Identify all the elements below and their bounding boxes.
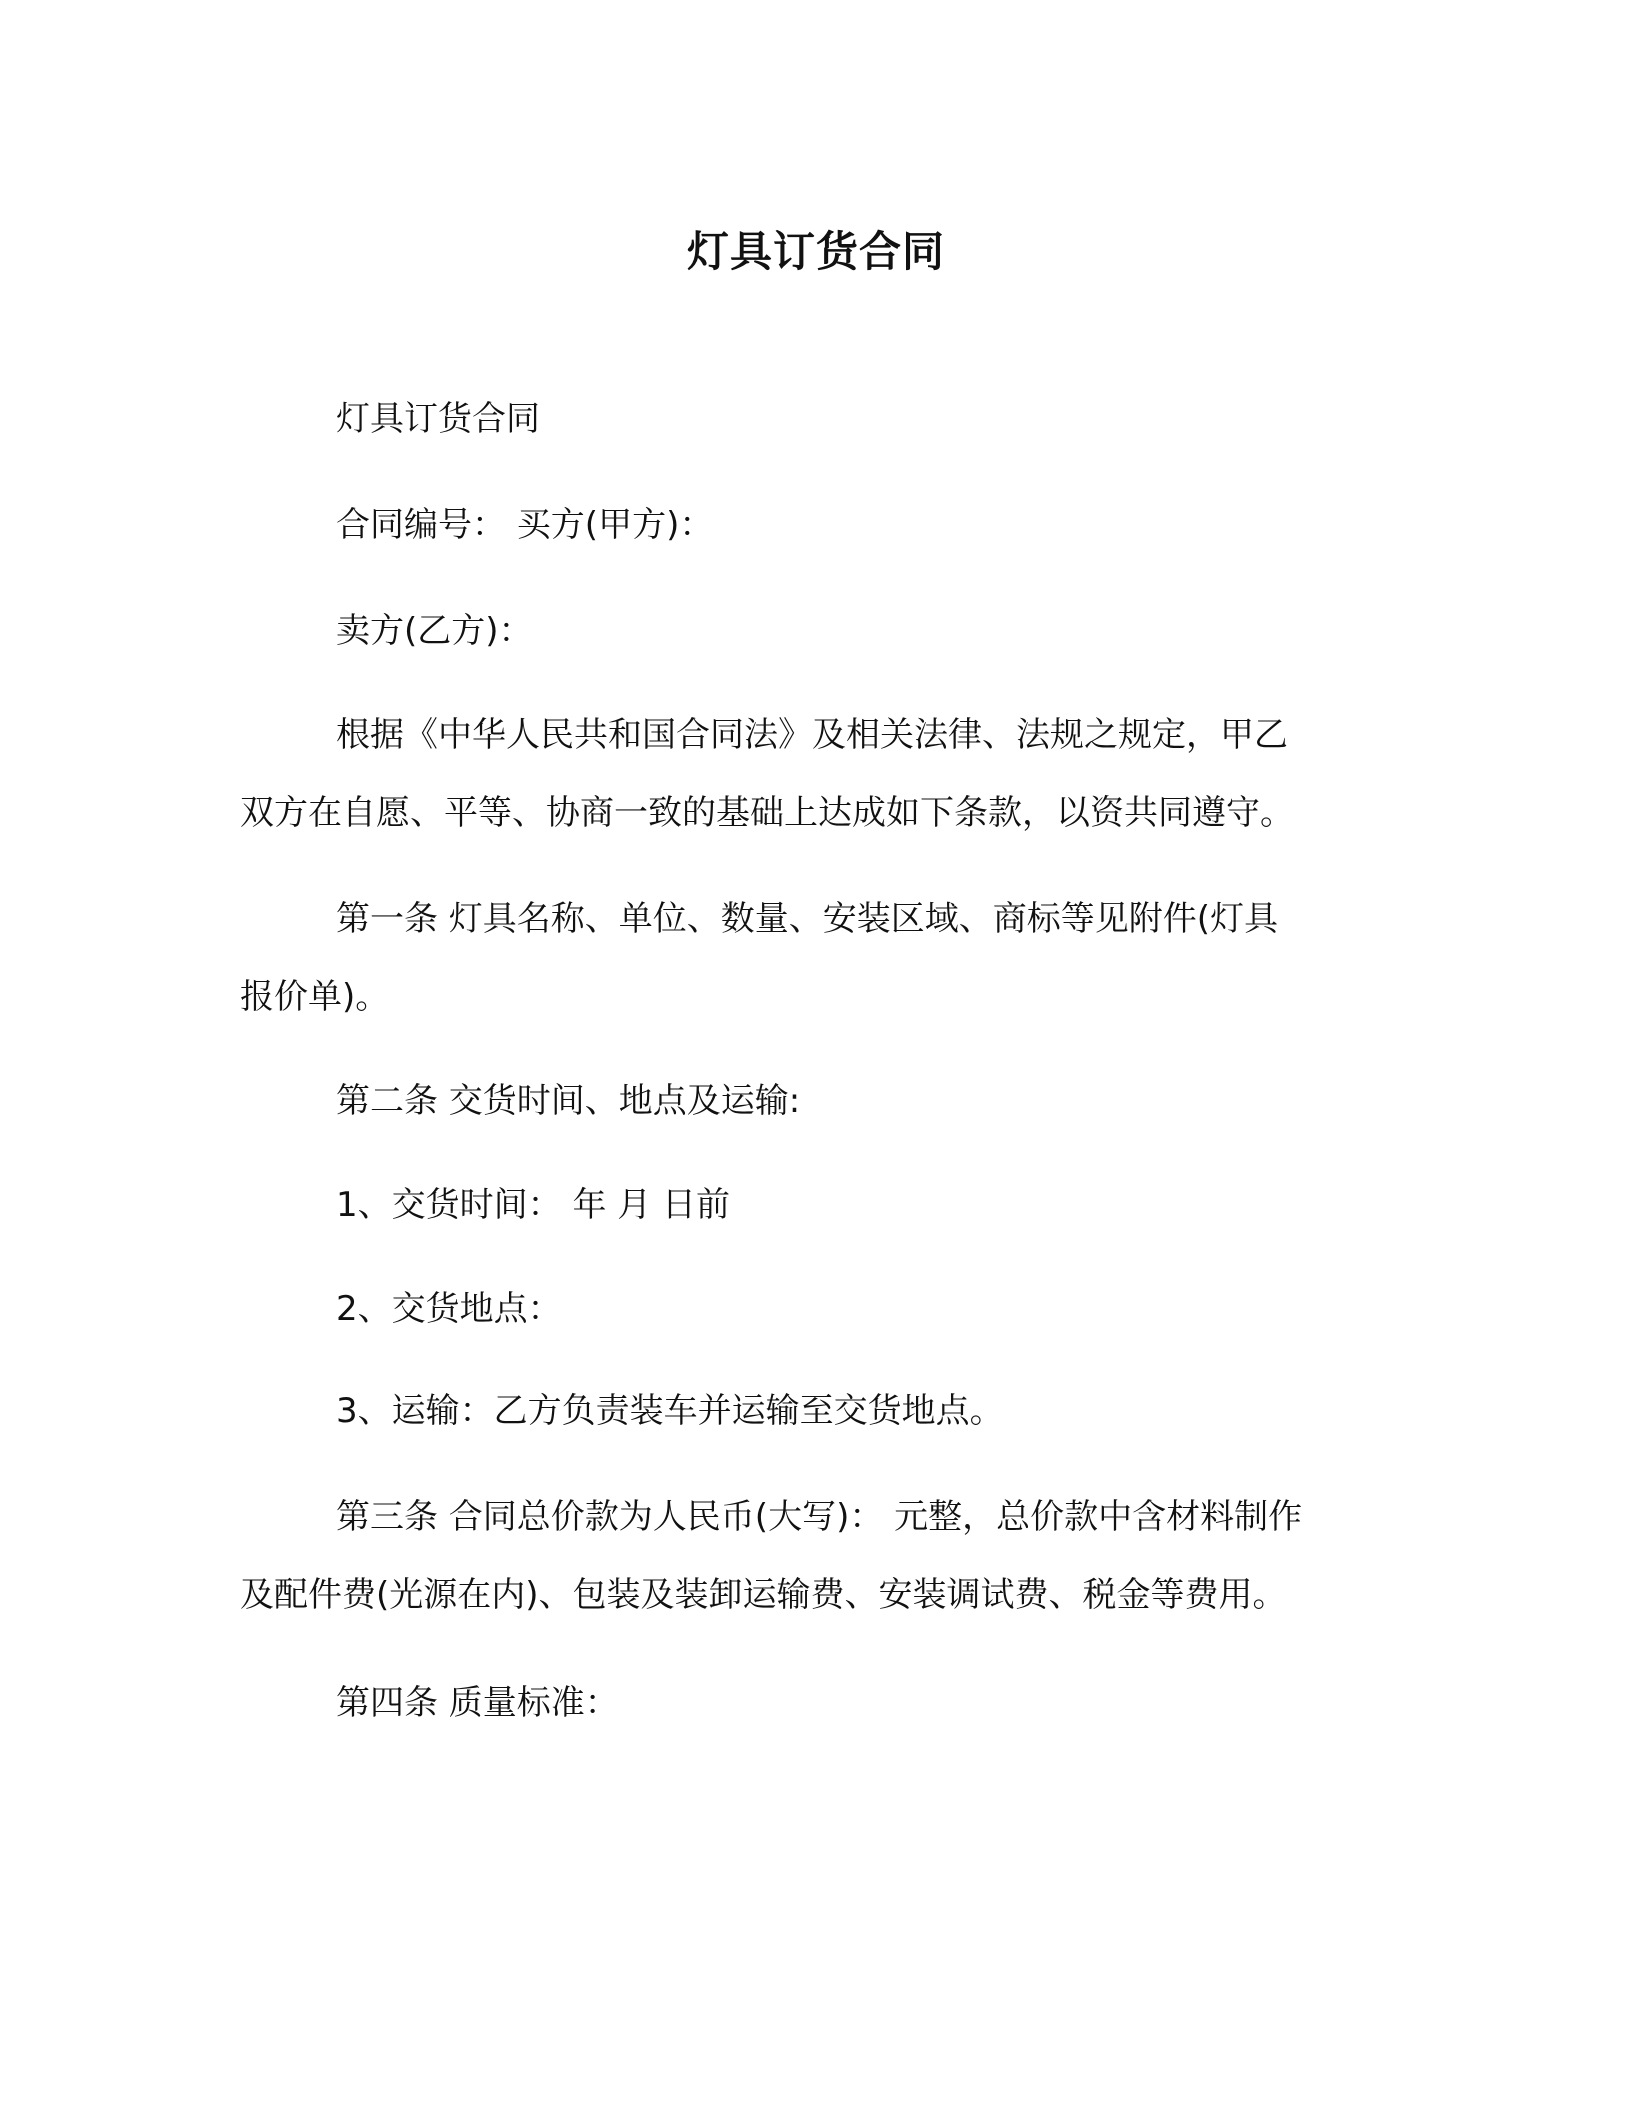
- article-2-item-2: 2、交货地点：: [336, 1289, 562, 1329]
- preamble-line-1: 根据《中华人民共和国合同法》及相关法律、法规之规定，甲乙: [336, 715, 1288, 755]
- article-1-paragraph: [240, 880, 1380, 1036]
- contract-number-buyer-line: 合同编号： 买方(甲方)：: [336, 505, 714, 545]
- seller-line: 卖方(乙方)：: [336, 611, 533, 651]
- document-title: 灯具订货合同: [686, 227, 945, 276]
- article-3-line-1: 第三条 合同总价款为人民币(大写)： 元整，总价款中含材料制作: [336, 1497, 1303, 1537]
- article-2-heading: 第二条 交货时间、地点及运输:: [336, 1081, 801, 1121]
- subtitle: 灯具订货合同: [336, 399, 540, 439]
- article-3-paragraph: [240, 1478, 1380, 1634]
- article-3-line-2: 及配件费(光源在内)、包装及装卸运输费、安装调试费、税金等费用。: [240, 1575, 1287, 1615]
- preamble-paragraph: [240, 696, 1380, 852]
- article-4-heading: 第四条 质量标准：: [336, 1683, 619, 1723]
- article-2-item-1: 1、交货时间： 年 月 日前: [336, 1185, 731, 1225]
- preamble-line-2: 双方在自愿、平等、协商一致的基础上达成如下条款，以资共同遵守。: [240, 793, 1294, 833]
- article-2-item-3: 3、运输：乙方负责装车并运输至交货地点。: [336, 1391, 1004, 1431]
- article-1-line-2: 报价单)。: [240, 977, 390, 1017]
- article-1-line-1: 第一条 灯具名称、单位、数量、安装区域、商标等见附件(灯具: [336, 899, 1279, 939]
